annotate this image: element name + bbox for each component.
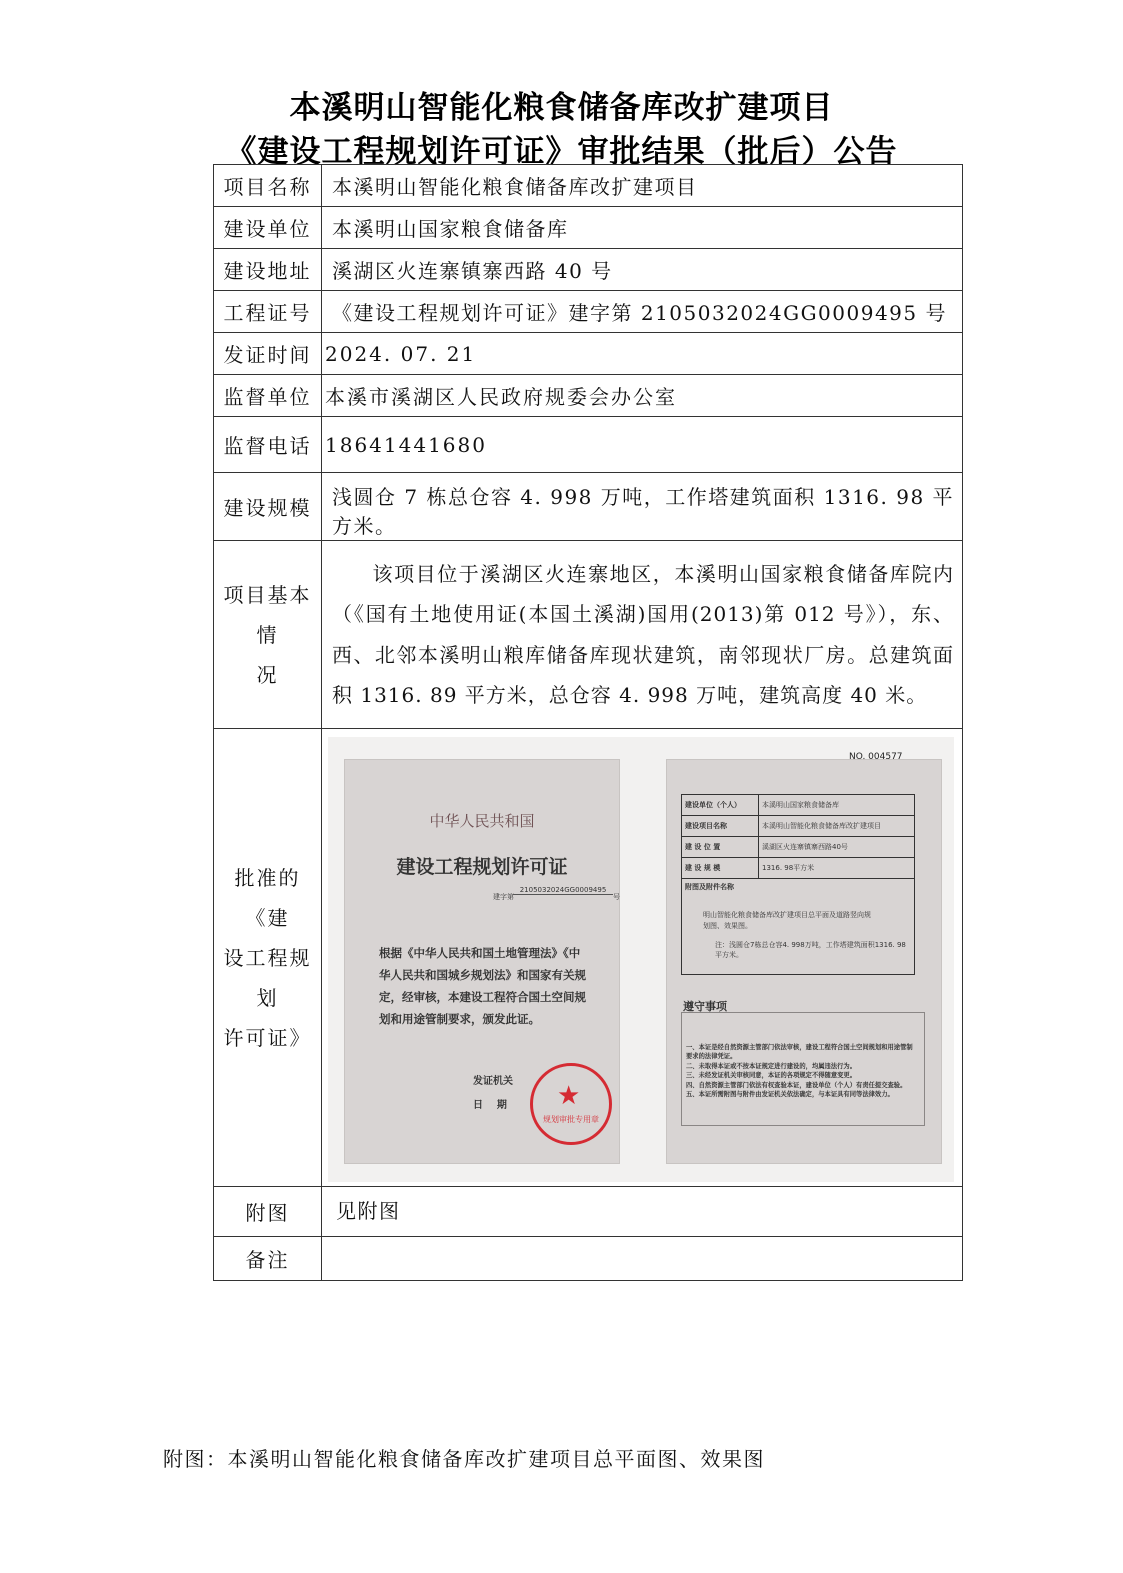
announcement-table	[213, 164, 963, 1281]
table-row	[214, 1187, 963, 1237]
address-label: 建设地址	[214, 249, 322, 291]
cert-country: 中华人民共和国	[429, 811, 535, 830]
table-row	[214, 207, 963, 249]
table-row	[214, 375, 963, 417]
cert-builder-value: 本溪明山国家粮食储备库	[759, 794, 915, 815]
permit-no-value: 《建设工程规划许可证》建字第 2105032024GG0009495 号	[322, 291, 963, 333]
supervisor-label: 监督单位	[214, 375, 322, 417]
page-title: 本溪明山智能化粮食储备库改扩建项目	[289, 90, 834, 126]
certificate-back-page	[666, 751, 942, 1164]
approved-label-line3: 许可证》	[223, 1025, 312, 1050]
issue-date-value: 2024. 07. 21	[322, 333, 963, 375]
basic-info-label-line2: 况	[256, 662, 279, 687]
cert-scale-key: 建 设 规 模	[682, 857, 759, 878]
scale-value: 浅圆仓 7 栋总仓容 4. 998 万吨，工作塔建筑面积 1316. 98 平方米。	[322, 473, 963, 541]
cert-rule-item: 五、本证所需附图与附件由发证机关依法确定，与本证具有同等法律效力。	[686, 1091, 894, 1098]
certificate-cell	[322, 729, 963, 1187]
scale-label: 建设规模	[214, 473, 322, 541]
table-row	[214, 291, 963, 333]
permit-no-label: 工程证号	[214, 291, 322, 333]
cert-rules-box	[681, 1012, 925, 1126]
cert-rule-item: 四、自然资源主管部门依法有权查验本证，建设单位（个人）有责任提交查验。	[686, 1081, 907, 1089]
cert-number-prefix: 建字第	[493, 892, 514, 901]
cert-attach-text: 明山智能化粮食储备库改扩建项目总平面及道路竖向规划图、效果图。	[703, 910, 871, 930]
cert-project-key: 建设项目名称	[682, 815, 759, 836]
cert-location-key: 建 设 位 置	[682, 836, 759, 857]
cert-number-suffix: 号	[613, 892, 620, 901]
cert-attach-label: 附图及附件名称	[685, 882, 734, 891]
table-row	[682, 878, 915, 974]
remark-value	[322, 1237, 963, 1281]
builder-label: 建设单位	[214, 207, 322, 249]
table-row	[682, 857, 915, 878]
cert-project-value: 本溪明山智能化粮食储备库改扩建项目	[759, 815, 915, 836]
approved-label-line1: 批准的《建	[234, 865, 301, 930]
cert-rule-item: 一、本证是经自然资源主管部门依法审核，建设工程符合国土空间规划和用途管制要求的法律凭证。	[686, 1043, 913, 1060]
cert-name: 建设工程规划许可证	[396, 855, 568, 878]
address-value: 溪湖区火连寨镇寨西路 40 号	[322, 249, 963, 291]
page-subtitle: 《建设工程规划许可证》审批结果（批后）公告	[225, 134, 898, 170]
cert-rules-title: 遵守事项	[683, 999, 727, 1013]
cert-location-value: 溪湖区火连寨镇寨西路40号	[759, 836, 915, 857]
approved-permit-label	[214, 729, 322, 1187]
phone-value: 18641441680	[322, 417, 963, 473]
table-row	[214, 417, 963, 473]
basic-info-label-line1: 项目基本情	[223, 582, 312, 647]
table-row	[214, 333, 963, 375]
supervisor-value: 本溪市溪湖区人民政府规委会办公室	[322, 375, 963, 417]
cert-serial: NO. 004577	[849, 751, 903, 762]
issue-date-label: 发证时间	[214, 333, 322, 375]
certificate-scan	[328, 737, 954, 1182]
phone-label: 监督电话	[214, 417, 322, 473]
cert-body: 根据《中华人民共和国土地管理法》《中华人民共和国城乡规划法》和国家有关规定，经审核，本建设工程符合国土空间规划和用途管制要求，颁发此证。	[379, 945, 586, 1026]
table-row	[682, 815, 915, 836]
basic-info-label	[214, 541, 322, 729]
attachment-label: 附图	[214, 1187, 322, 1237]
cert-scale-value: 1316. 98平方米	[759, 857, 915, 878]
project-name-label: 项目名称	[214, 165, 322, 207]
basic-info-paragraph: 该项目位于溪湖区火连寨地区，本溪明山国家粮食储备库院内（《国有土地使用证(本国土溪湖)国用(2013)第 012 号》），东、西、北邻本溪明山粮库储备库现状建筑，南邻现状厂房。总建筑面积 1316. 89 平方米，总仓容 4. 998 万吨，建筑高度 40 米。	[332, 561, 954, 707]
cert-issuer-label: 发证机关	[473, 1075, 513, 1087]
cert-rule-item: 二、未取得本证或不按本证规定进行建设的，均属违法行为。	[686, 1062, 857, 1070]
table-row	[214, 1237, 963, 1281]
cert-builder-key: 建设单位（个人）	[682, 794, 759, 815]
seal-star-icon: ★	[557, 1080, 581, 1111]
basic-info-text	[322, 541, 963, 729]
cert-attach-note: 注：浅圆仓7栋总仓容4. 998万吨，工作塔建筑面积1316. 98平方米。	[715, 940, 906, 959]
seal-text: 规划审批专用章	[543, 1114, 599, 1124]
cert-rule-item: 三、未经发证机关审核同意，本证的各项规定不得随意变更。	[686, 1072, 857, 1079]
cert-attachments-cell	[682, 878, 915, 974]
table-row	[214, 541, 963, 729]
cert-rules-list	[686, 1043, 918, 1100]
table-row	[214, 729, 963, 1187]
builder-value: 本溪明山国家粮食储备库	[322, 207, 963, 249]
cert-info-table	[681, 794, 915, 975]
official-seal-icon	[530, 1063, 612, 1145]
table-row	[214, 473, 963, 541]
remark-label: 备注	[214, 1237, 322, 1281]
cert-number: 2105032024GG0009495	[513, 886, 613, 895]
footer-note: 附图：本溪明山智能化粮食储备库改扩建项目总平面图、效果图	[163, 1447, 765, 1471]
table-row	[682, 836, 915, 857]
table-row	[214, 165, 963, 207]
project-name-value: 本溪明山智能化粮食储备库改扩建项目	[322, 165, 963, 207]
certificate-front-page	[344, 759, 620, 1164]
table-row	[682, 794, 915, 815]
attachment-value: 见附图	[322, 1187, 963, 1237]
cert-date-label: 日 期	[473, 1099, 507, 1111]
table-row	[214, 249, 963, 291]
approved-label-line2: 设工程规划	[223, 945, 312, 1010]
